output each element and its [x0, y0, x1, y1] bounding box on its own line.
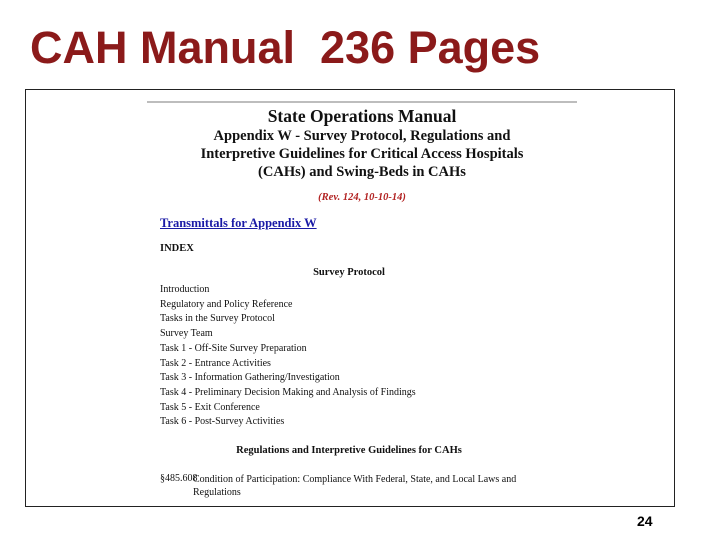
document-subtitle-line-3: (CAHs) and Swing-Beds in CAHs	[258, 164, 466, 180]
index-label: INDEX	[160, 243, 194, 254]
toc-item: Regulatory and Policy Reference	[160, 298, 293, 310]
document-screenshot	[147, 99, 577, 499]
toc-item: Survey Team	[160, 328, 213, 340]
toc-item: Task 1 - Off-Site Survey Preparation	[160, 342, 307, 354]
regulations-heading: Regulations and Interpretive Guidelines for CAHs	[236, 445, 462, 456]
slide-title: CAH Manual 236 Pages	[30, 22, 541, 73]
survey-protocol-heading: Survey Protocol	[313, 267, 385, 278]
toc-item: Task 6 - Post-Survey Activities	[160, 416, 285, 428]
document-subtitle-line-1: Appendix W - Survey Protocol, Regulations and	[213, 128, 511, 144]
page-number: 24	[637, 513, 653, 529]
toc-item: Task 5 - Exit Conference	[160, 401, 260, 413]
transmittals-link[interactable]: Transmittals for Appendix W	[160, 216, 317, 230]
section-number: §485.608	[160, 473, 198, 484]
toc-item: Task 2 - Entrance Activities	[160, 357, 271, 369]
document-subtitle-line-2: Interpretive Guidelines for Critical Access Hospitals	[200, 146, 524, 162]
toc-item: Task 3 - Information Gathering/Investigation	[160, 372, 340, 384]
table-of-contents	[160, 283, 416, 430]
top-rule	[147, 101, 577, 103]
toc-item: Introduction	[160, 284, 210, 295]
section-text: Condition of Participation: Compliance With Federal, State, and Local Laws and Regulations	[193, 474, 517, 498]
revision-note: (Rev. 124, 10-10-14)	[318, 192, 406, 203]
document-title: State Operations Manual	[267, 106, 457, 126]
toc-item: Tasks in the Survey Protocol	[160, 313, 275, 325]
toc-item: Task 4 - Preliminary Decision Making and Analysis of Findings	[160, 386, 416, 398]
